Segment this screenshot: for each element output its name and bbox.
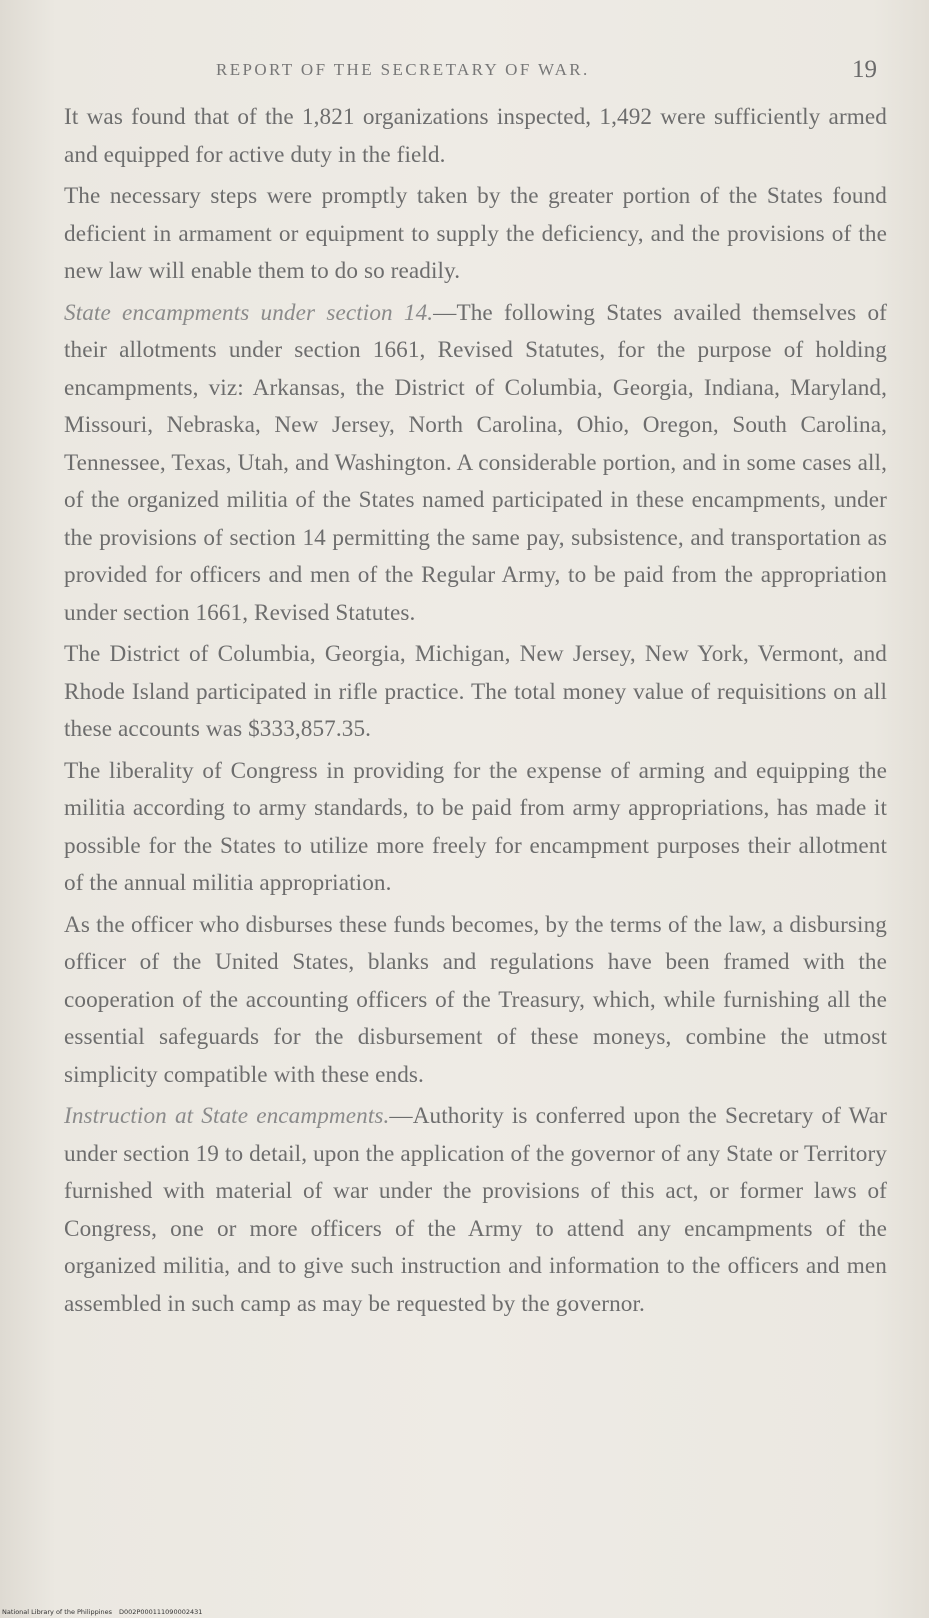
running-head: REPORT OF THE SECRETARY OF WAR. bbox=[216, 60, 590, 79]
paragraph bbox=[64, 636, 887, 749]
page-number: 19 bbox=[852, 56, 877, 83]
paragraph-text: The District of Columbia, Georgia, Michigan, New Jersey, New York, Vermont, and Rhode Island participated in rifle practice. The total money value of requisitions on all these accounts was $333,857.35. bbox=[64, 641, 887, 742]
paragraph bbox=[64, 99, 887, 174]
paragraph bbox=[64, 295, 887, 633]
library-credit: National Library of the Philippines bbox=[2, 1608, 113, 1616]
side-head: State encampments under section 14. bbox=[64, 299, 434, 326]
scan-footer bbox=[2, 1608, 202, 1616]
paragraph bbox=[64, 753, 887, 903]
paragraph-text: The liberality of Congress in providing for the expense of arming and equipping the militia according to army standards, to be paid from army appropriations, has made it possible for the States to utilize more freely for encampment purposes their allotment of the annual militia appropriation. bbox=[64, 757, 887, 896]
paragraph-text: —The following States availed themselves of their allotments under section 1661, Revised Statutes, for the purpose of holding encampments, viz: Arkansas, the District of Columbia, Georgia, Indiana, Maryland, Missouri, Nebraska, New Jersey, North Carolina, Ohio, Oregon, South Carolina, Tennessee, Texas, Utah, and Washington. A considerable portion, and in some cases all, of the organized militia of the States named participated in these encampments, under the provisions of section 14 permitting the same pay, subsistence, and transportation as provided for officers and men of the Regular Army, to be paid from the appropriation under section 1661, Revised Statutes. bbox=[64, 299, 887, 626]
body-text bbox=[64, 99, 887, 1327]
scan-identifier: D002P000111090002431 bbox=[119, 1608, 203, 1616]
paragraph-text: The necessary steps were promptly taken by the greater portion of the States found deficient in armament or equipment to supply the deficiency, and the provisions of the new law will enable them to do so readily. bbox=[64, 183, 887, 284]
paragraph bbox=[64, 178, 887, 291]
paragraph-text: —Authority is conferred upon the Secretary of War under section 19 to detail, upon the application of the governor of any State or Territory furnished with material of war under the provisions of this act, or former laws of Congress, one or more officers of the Army to attend any encampments of the organized militia, and to give such instruction and information to the officers and men assembled in such camp as may be requested by the governor. bbox=[64, 1103, 887, 1317]
paragraph-text: As the officer who disburses these funds becomes, by the terms of the law, a disbursing officer of the United States, blanks and regulations have been framed with the cooperation of the accounting officers of the Treasury, which, while furnishing all the essential safeguards for the disbursement of these moneys, combine the utmost simplicity compatible with these ends. bbox=[64, 911, 887, 1088]
paragraph bbox=[64, 1098, 887, 1323]
paragraph-text: It was found that of the 1,821 organizations inspected, 1,492 were sufficiently armed and equipped for active duty in the field. bbox=[64, 104, 887, 168]
side-head: Instruction at State encampments. bbox=[64, 1103, 390, 1129]
paragraph bbox=[64, 907, 887, 1095]
page-header bbox=[64, 56, 887, 90]
